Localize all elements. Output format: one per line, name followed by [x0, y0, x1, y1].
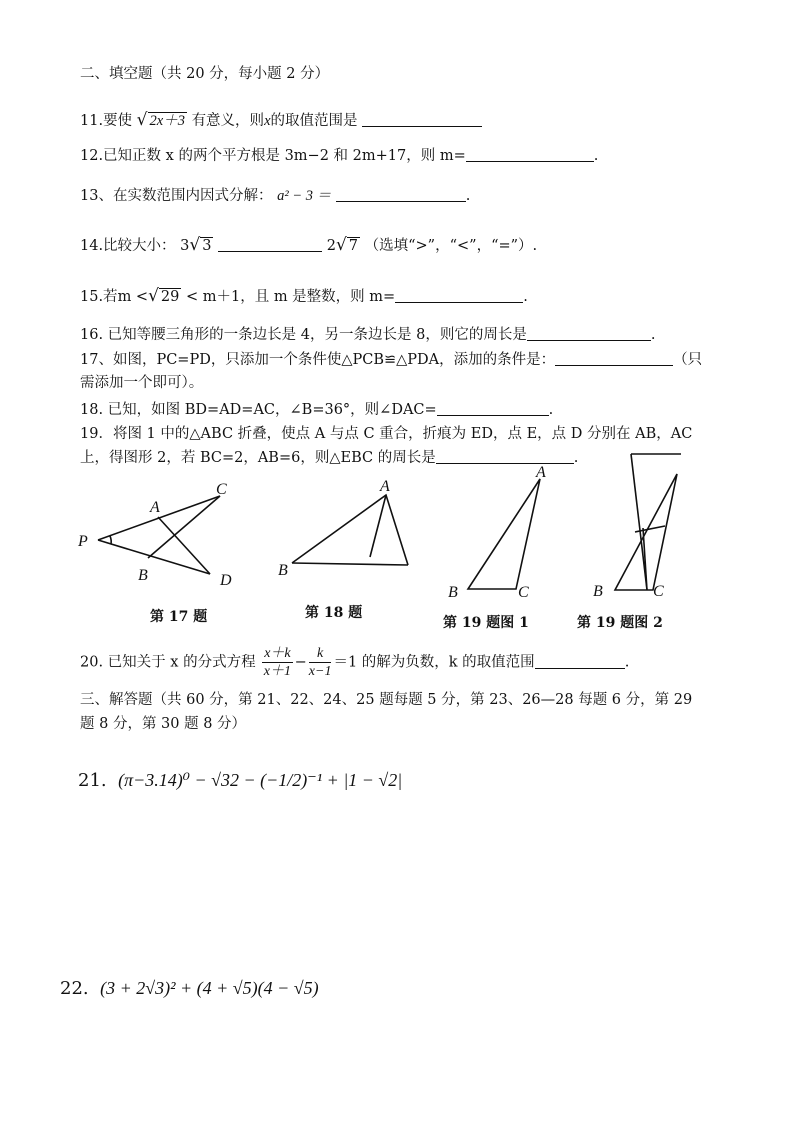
figure-18-caption: 第 18 题 — [305, 605, 363, 621]
question-12: 12.已知正数 x 的两个平方根是 3m−2 和 2m+17，则 m= . — [80, 148, 599, 164]
answer-blank-20[interactable] — [535, 654, 625, 669]
figure-19-1-caption: 第 19 题图 1 — [443, 615, 529, 631]
figure-17-diagram — [70, 470, 250, 600]
question-17: 17、如图，PC=PD，只添加一个条件使△PCB≌△PDA，添加的条件是： （只 — [80, 352, 703, 368]
figure-19-2-diagram — [585, 450, 695, 605]
answer-blank-17[interactable] — [555, 351, 673, 366]
label-C: C — [518, 584, 529, 601]
answer-blank-12[interactable] — [466, 147, 594, 162]
section-title-fill-in: 二、填空题（共 20 分，每小题 2 分） — [80, 66, 330, 82]
figure-19-2-caption: 第 19 题图 2 — [577, 615, 663, 631]
label-B: B — [448, 584, 458, 601]
question-17-continued: 需添加一个即可）。 — [80, 375, 204, 391]
question-19-continued: 上，得图形 2，若 BC=2，AB=6，则△EBC 的周长是 . — [80, 450, 579, 466]
question-11: 11.要使 √ 2x＋3 有意义，则x的取值范围是 — [80, 110, 482, 131]
answer-blank-13[interactable] — [336, 187, 466, 202]
section-title-answer-continued: 题 8 分，第 30 题 8 分） — [80, 716, 247, 732]
label-C: C — [216, 481, 227, 498]
question-19: 19．将图 1 中的△ABC 折叠，使点 A 与点 C 重合，折痕为 ED，点 E，点 D 分别在 AB，AC — [80, 426, 693, 442]
label-B: B — [138, 567, 148, 584]
label-A: A — [536, 464, 546, 481]
answer-blank-19[interactable] — [436, 449, 574, 464]
question-20: 20. 已知关于 x 的分式方程 $\frac{x+k}{x+1}$ − $\frac{k}{x-1}$ ＝1 的解为负数，k 的取值范围 . — [80, 646, 630, 679]
figure-17-caption: 第 17 题 — [150, 609, 208, 625]
label-C: C — [653, 583, 664, 600]
answer-blank-15[interactable] — [395, 288, 523, 303]
answer-blank-16[interactable] — [527, 326, 651, 341]
question-21: 21. (π−3.14)⁰ − √32 − (−1/2)⁻¹ + |1 − √2| — [78, 770, 403, 791]
label-D: D — [220, 572, 232, 589]
question-15: 15.若m <√ 29 < m＋1，且 m 是整数，则 m= . — [80, 286, 528, 306]
question-18: 18. 已知，如图 BD=AD=AC，∠B=36°，则∠DAC= . — [80, 402, 554, 418]
fraction-1: $\frac{x+k}{x+1}$ — [263, 646, 292, 679]
question-16: 16. 已知等腰三角形的一条边长是 4，另一条边长是 8，则它的周长是 . — [80, 327, 656, 343]
figure-19-1-diagram — [440, 465, 570, 605]
answer-blank-11[interactable] — [362, 112, 482, 127]
question-13: 13、在实数范围内因式分解： a² − 3 ＝ . — [80, 188, 471, 204]
label-A: A — [150, 499, 160, 516]
label-B: B — [593, 583, 603, 600]
answer-blank-14[interactable] — [218, 237, 322, 252]
fraction-2: $\frac{k}{x-1}$ — [308, 646, 332, 679]
label-B: B — [278, 562, 288, 579]
label-P: P — [78, 533, 88, 550]
label-A: A — [380, 478, 390, 495]
answer-blank-18[interactable] — [437, 401, 549, 416]
figure-18-diagram — [270, 475, 430, 585]
question-22: 22. (3 + 2√3)² + (4 + √5)(4 − √5) — [60, 978, 319, 999]
section-title-answer: 三、解答题（共 60 分，第 21、22、24、25 题每题 5 分，第 23、26—28 每题 6 分，第 29 — [80, 692, 693, 708]
question-14: 14.比较大小： 3√ 3 2√ 7 （选填“>”，“<”，“=”）. — [80, 235, 538, 255]
